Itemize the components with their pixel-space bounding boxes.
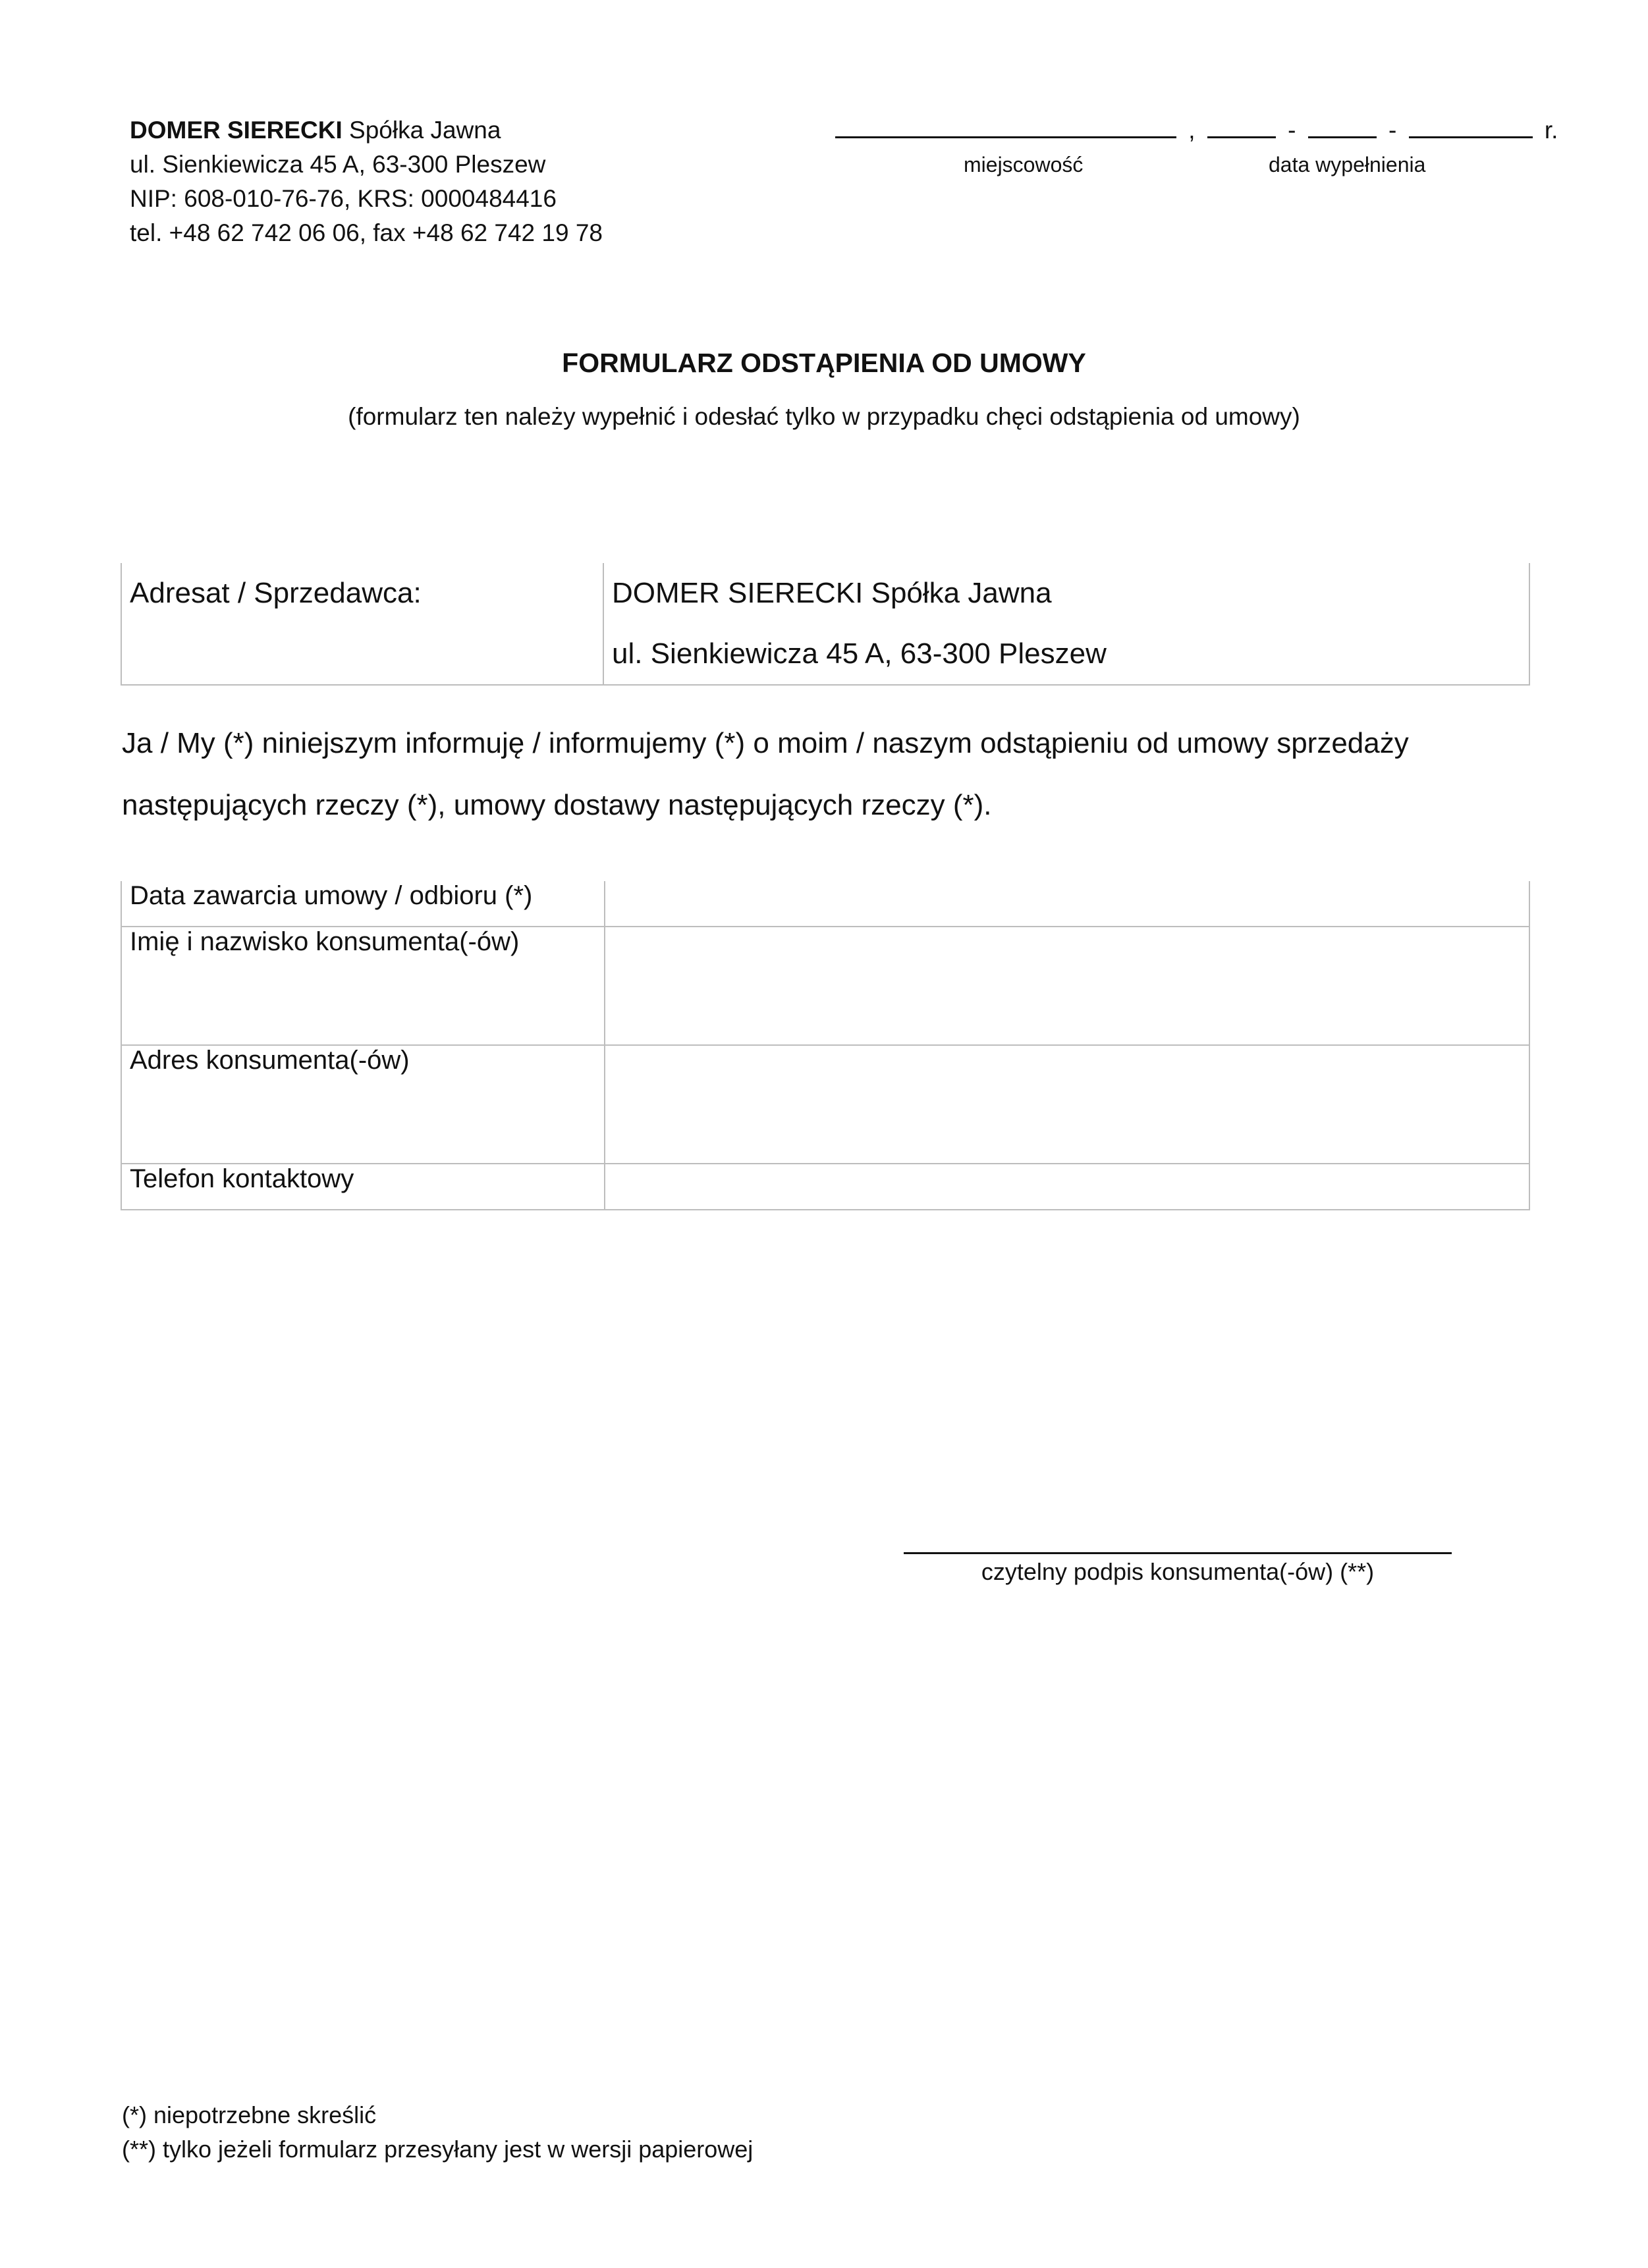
contract-date-label: Data zawarcia umowy / odbioru (*) [121,881,605,927]
year-field[interactable] [1409,114,1533,138]
day-field[interactable] [1207,114,1276,138]
table-row [121,927,1529,1045]
footnotes [122,2098,753,2167]
consumer-address-field[interactable] [605,1045,1529,1164]
place-label: miejscowość [964,153,1084,176]
date-dash-2: - [1388,117,1397,144]
place-field[interactable] [835,114,1176,138]
withdrawal-statement: Ja / My (*) niniejszym informuję / informujemy (*) o moim / naszym odstąpieniu od umowy sprzedaży następujących rzeczy (*), umowy dostawy następujących rzeczy (*). [122,727,1409,821]
company-address: ul. Sienkiewicza 45 A, 63-300 Pleszew [130,151,546,178]
signature-line[interactable] [904,1552,1452,1554]
company-ids: NIP: 608-010-76-76, KRS: 0000484416 [130,185,557,212]
company-name [130,113,603,148]
signature-label: czytelny podpis konsumenta(-ów) (**) [981,1558,1375,1585]
company-name-bold: DOMER SIERECKI [130,117,343,144]
addressee-value [603,563,1529,685]
form-subtitle: (formularz ten należy wypełnić i odesłać tylko w przypadku chęci odstąpienia od umowy) [348,403,1300,430]
place-date-labels [835,148,1533,174]
consumer-name-field[interactable] [605,927,1529,1045]
table-row [121,881,1529,927]
company-contact: tel. +48 62 742 06 06, fax +48 62 742 19 78 [130,219,603,246]
addressee-table [121,563,1530,686]
addressee-line2: ul. Sienkiewicza 45 A, 63-300 Pleszew [612,637,1107,670]
contact-phone-field[interactable] [605,1164,1529,1210]
contact-phone-label: Telefon kontaktowy [121,1164,605,1210]
place-date-block [835,113,1558,176]
month-field[interactable] [1308,114,1377,138]
addressee-line1: DOMER SIERECKI Spółka Jawna [612,577,1052,609]
date-suffix: r. [1544,117,1558,144]
date-label: data wypełnienia [1269,153,1426,176]
contract-date-field[interactable] [605,881,1529,927]
company-name-rest: Spółka Jawna [342,117,501,144]
place-date-comma: , [1188,117,1195,144]
addressee-row [121,563,1529,685]
consumer-address-label: Adres konsumenta(-ów) [121,1045,605,1164]
place-date-fields [835,113,1558,148]
company-header [130,113,603,250]
consumer-name-label: Imię i nazwisko konsumenta(-ów) [121,927,605,1045]
date-dash-1: - [1288,117,1296,144]
table-row [121,1045,1529,1164]
footnote-2: (**) tylko jeżeli formularz przesyłany jest w wersji papierowej [122,2136,754,2163]
consumer-details-table [121,881,1530,1210]
footnote-1: (*) niepotrzebne skreślić [122,2101,377,2128]
form-title: FORMULARZ ODSTĄPIENIA OD UMOWY [562,348,1086,378]
table-row [121,1164,1529,1210]
addressee-label: Adresat / Sprzedawca: [121,563,603,685]
